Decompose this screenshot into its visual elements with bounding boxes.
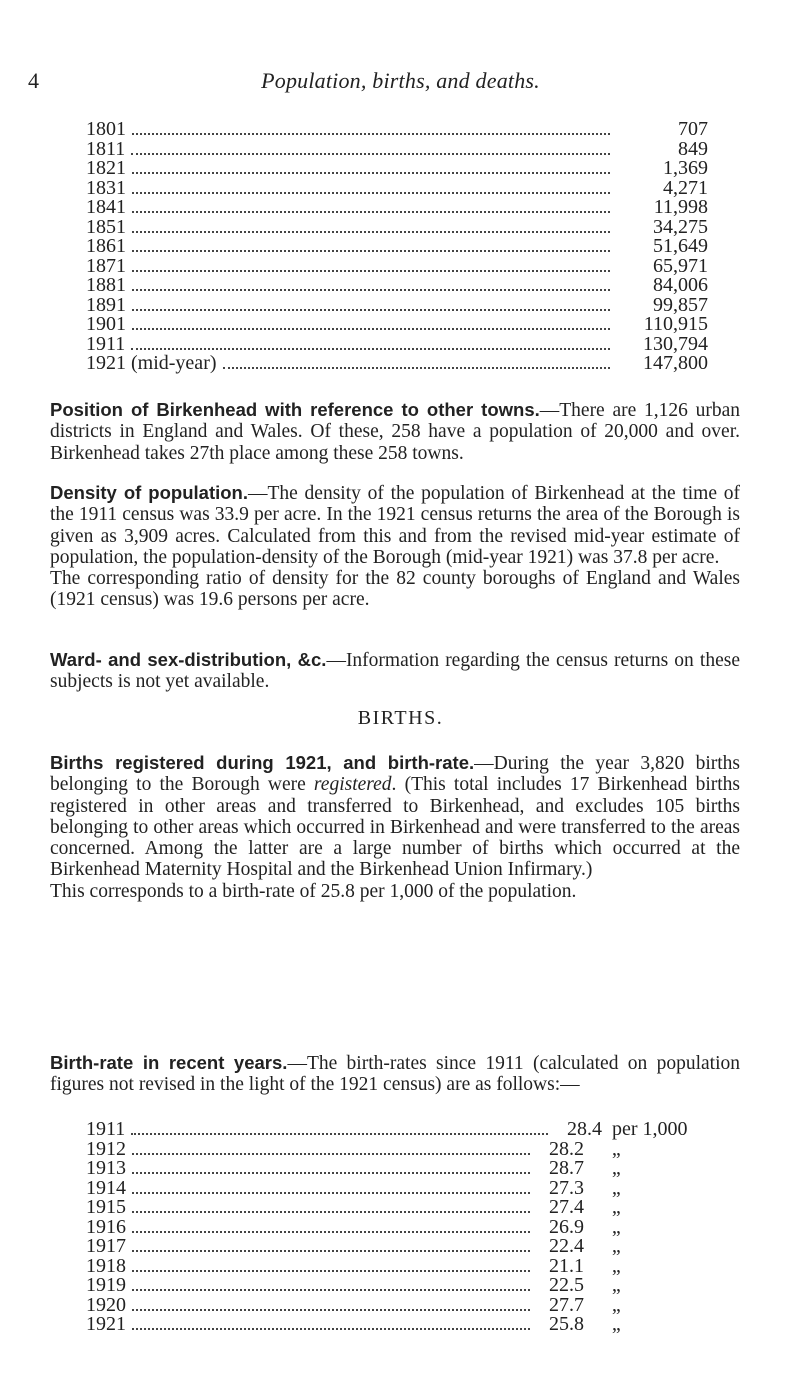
row-unit: ,, (612, 1137, 620, 1160)
dot-leader (132, 1211, 530, 1213)
row-value: 65,971 (653, 254, 708, 277)
dot-leader (132, 172, 610, 174)
row-year: 1918 (86, 1254, 126, 1277)
table-row (86, 1159, 708, 1179)
ward-paragraph (50, 649, 740, 693)
running-title: Population, births, and deaths. (261, 68, 540, 93)
row-value: 849 (678, 137, 708, 160)
row-value: 11,998 (653, 196, 708, 218)
dot-leader (132, 1250, 530, 1252)
row-year: 1914 (86, 1176, 126, 1199)
row-value: 147,800 (643, 352, 708, 374)
row-year: 1801 (86, 118, 126, 140)
population-table (86, 120, 708, 374)
ward-heading: Ward- and sex-distribution, &c. (50, 649, 327, 670)
table-row (86, 137, 708, 160)
row-value: 22.5 (549, 1274, 584, 1296)
row-unit: ,, (612, 1157, 620, 1179)
row-value: 26.9 (549, 1215, 584, 1238)
row-unit: ,, (612, 1196, 620, 1218)
dot-leader (223, 367, 610, 369)
table-row (86, 1315, 708, 1335)
births-registered-text-b: . (This total includes 17 Birkenhead births registered in other areas and transferred to Birkenhead, and excludes 105 births belonging to other areas which occurred in Birkenhead and were transferred to the areas concerned. Among the latter are a large number of births which occurred at the Birkenhead Maternity Hospital and the Birkenhead Union Infirmary.) (50, 774, 740, 881)
table-row (86, 354, 708, 374)
births-registered-heading: Births registered during 1921, and birth-rate. (50, 752, 475, 773)
dot-leader (132, 1328, 530, 1330)
row-value: 28.4 (567, 1118, 602, 1140)
row-year: 1831 (86, 176, 126, 199)
births-section-title: BIRTHS. (357, 707, 444, 729)
table-row (86, 120, 708, 140)
birth-rate-table (86, 1120, 708, 1335)
row-year: 1920 (86, 1293, 126, 1316)
table-row (86, 1198, 708, 1218)
births-registered-text-a: —During the year 3,820 births belonging to the Borough were (50, 753, 740, 796)
dot-leader (132, 270, 610, 272)
recent-text: —The birth-rates since 1911 (calculated on population figures not revised in the light of the 1921 census) are as follows:— (50, 1053, 740, 1096)
density-heading: Density of population. (50, 482, 248, 503)
dot-leader (132, 1192, 530, 1194)
table-row (86, 237, 708, 257)
row-value: 21.1 (549, 1254, 584, 1277)
row-value: 22.4 (549, 1235, 584, 1257)
row-value: 51,649 (653, 235, 708, 257)
row-year: 1891 (86, 293, 126, 316)
table-row (86, 276, 708, 296)
dot-leader (132, 1231, 530, 1233)
row-year: 1916 (86, 1215, 126, 1238)
row-unit: ,, (612, 1254, 620, 1277)
row-value: 707 (678, 118, 708, 140)
table-row (86, 215, 708, 238)
row-value: 28.7 (549, 1157, 584, 1179)
row-year: 1917 (86, 1235, 126, 1257)
table-row (86, 254, 708, 277)
table-row (86, 1237, 708, 1257)
density-text: —The density of the population of Birkenhead at the time of the 1911 census was 33.9 per acre. In the 1921 census returns the area of the Borough is given as 3,909 acres. Calculated from this and from the revised mid-year estimate of population, the population-density of the Borough (mid-year 1921) was 37.8 per acre. (50, 483, 740, 568)
dot-leader (132, 1172, 530, 1174)
table-row (86, 1120, 708, 1140)
dot-leader (132, 1309, 530, 1311)
row-year: 1911 (86, 1118, 126, 1140)
table-row (86, 159, 708, 179)
row-unit: per 1,000 (612, 1118, 688, 1140)
row-value: 99,857 (653, 293, 708, 316)
births-registered-text-2: This corresponds to a birth-rate of 25.8 per 1,000 of the population. (50, 880, 577, 902)
recent-paragraph (50, 1052, 740, 1096)
row-year: 1913 (86, 1157, 126, 1179)
row-year: 1921 (mid-year) (86, 352, 217, 374)
dot-leader (132, 211, 610, 213)
dot-leader (132, 231, 610, 233)
row-value: 27.3 (549, 1176, 584, 1199)
dot-leader (131, 1133, 548, 1135)
row-year: 1871 (86, 254, 126, 277)
row-value: 34,275 (653, 215, 708, 238)
recent-heading: Birth-rate in recent years. (50, 1052, 288, 1073)
table-row (86, 293, 708, 316)
density-paragraph (50, 482, 740, 611)
table-row (86, 176, 708, 199)
dot-leader (132, 1153, 530, 1155)
row-year: 1851 (86, 215, 126, 238)
row-value: 84,006 (653, 274, 708, 296)
row-year: 1901 (86, 313, 126, 335)
row-value: 1,369 (663, 157, 708, 179)
row-value: 28.2 (549, 1137, 584, 1160)
row-unit: ,, (612, 1274, 620, 1296)
row-value: 27.7 (549, 1293, 584, 1316)
row-year: 1821 (86, 157, 126, 179)
dot-leader (132, 309, 610, 311)
dot-leader (132, 328, 610, 330)
row-year: 1841 (86, 196, 126, 218)
density-text-2: The corresponding ratio of density for the 82 county boroughs of England and Wales (1921 census) was 19.6 persons per acre. (50, 568, 740, 611)
dot-leader (132, 192, 610, 194)
row-year: 1811 (86, 137, 126, 160)
row-year: 1919 (86, 1274, 126, 1296)
position-paragraph (50, 399, 740, 464)
table-row (86, 198, 708, 218)
row-unit: ,, (612, 1215, 620, 1238)
row-unit: ,, (612, 1235, 620, 1257)
row-value: 110,915 (643, 313, 708, 335)
row-year: 1921 (86, 1313, 126, 1335)
position-heading: Position of Birkenhead with reference to other towns. (50, 399, 540, 420)
row-year: 1861 (86, 235, 126, 257)
dot-leader (132, 289, 610, 291)
ward-text: —Information regarding the census returns on these subjects is not yet available. (50, 650, 740, 693)
row-value: 4,271 (663, 176, 708, 199)
row-value: 130,794 (643, 332, 708, 355)
row-unit: ,, (612, 1176, 620, 1199)
dot-leader (132, 133, 610, 135)
page-number: 4 (28, 68, 39, 93)
row-unit: ,, (612, 1313, 620, 1335)
row-unit: ,, (612, 1293, 620, 1316)
table-row (86, 315, 708, 335)
dot-leader (132, 1289, 530, 1291)
row-year: 1912 (86, 1137, 126, 1160)
births-registered-paragraph (50, 752, 740, 902)
dot-leader (132, 1270, 530, 1272)
dot-leader (131, 348, 610, 350)
dot-leader (131, 153, 610, 155)
row-year: 1915 (86, 1196, 126, 1218)
row-year: 1911 (86, 332, 126, 355)
births-registered-emphasis: registered (313, 774, 392, 796)
row-value: 25.8 (549, 1313, 584, 1335)
dot-leader (132, 250, 610, 252)
row-year: 1881 (86, 274, 126, 296)
table-row (86, 1276, 708, 1296)
position-text: —There are 1,126 urban districts in England and Wales. Of these, 258 have a population of 20,000 and over. Birkenhead takes 27th place among these 258 towns. (50, 400, 740, 464)
row-value: 27.4 (549, 1196, 584, 1218)
